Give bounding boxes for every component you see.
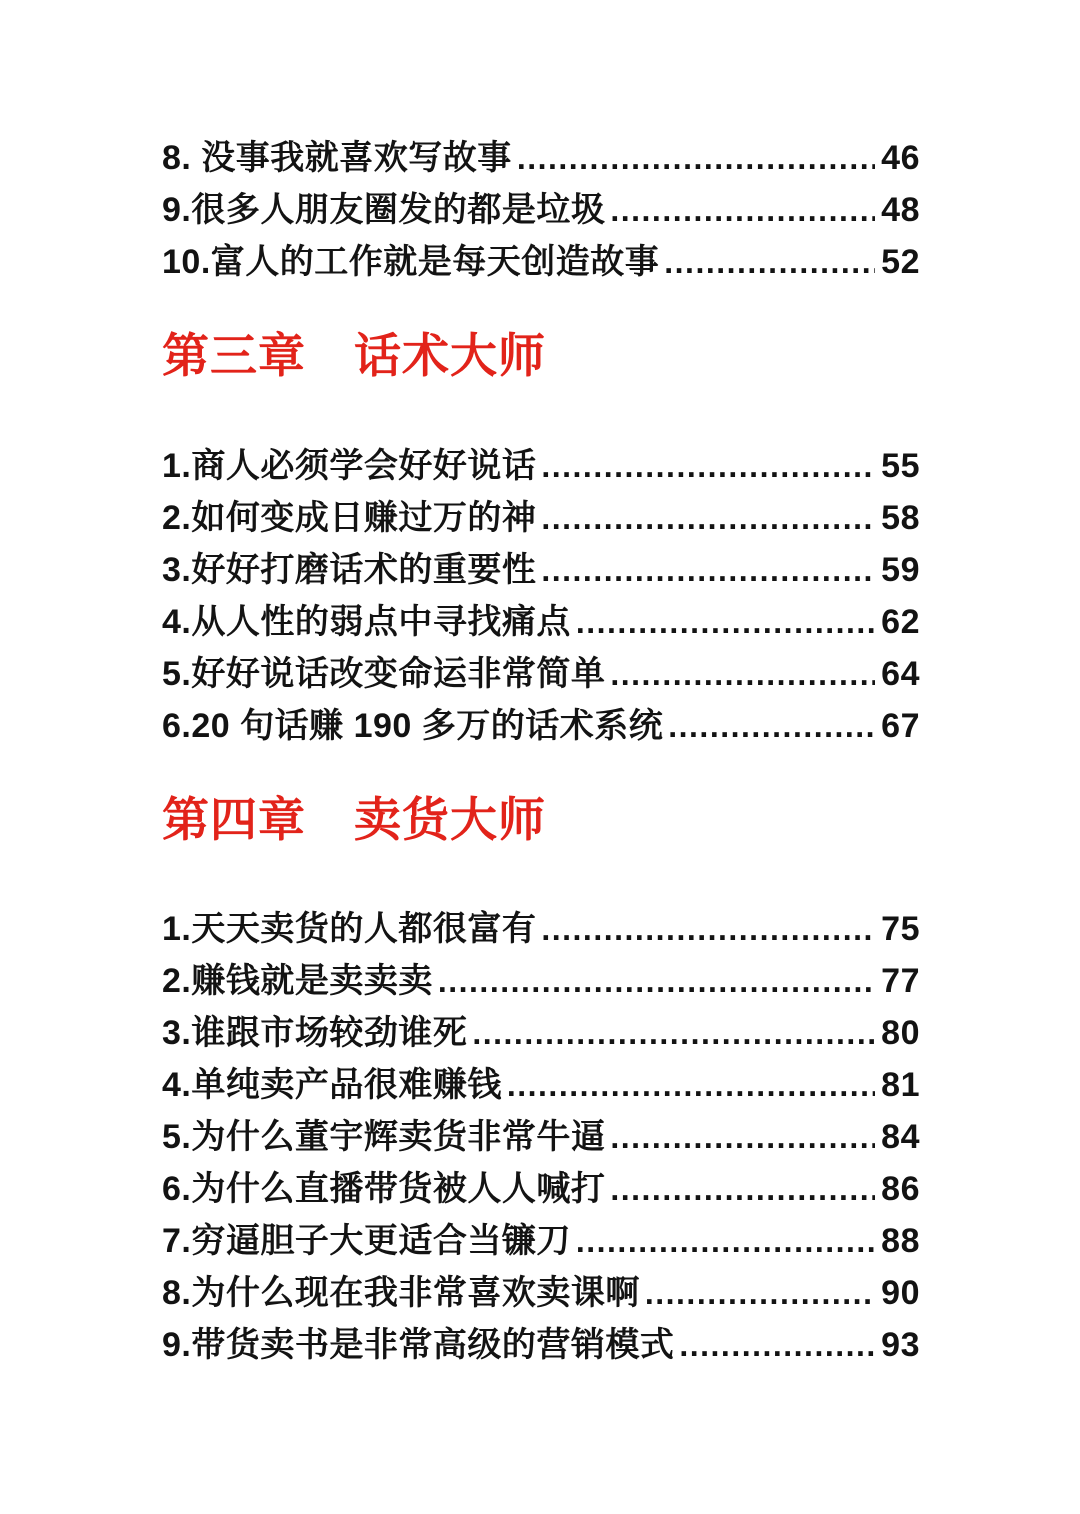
toc-entry-page: 86 bbox=[881, 1170, 920, 1209]
dot-leader bbox=[517, 139, 875, 178]
dot-leader bbox=[610, 1170, 875, 1209]
dot-leader bbox=[664, 243, 875, 282]
toc-entry bbox=[162, 1161, 920, 1213]
toc-entry bbox=[162, 490, 920, 542]
dot-leader bbox=[472, 1014, 875, 1053]
toc-entry-title: 2.赚钱就是卖卖卖 bbox=[162, 962, 433, 1001]
toc-entry-title: 1.天天卖货的人都很富有 bbox=[162, 910, 537, 949]
toc-entry bbox=[162, 901, 920, 953]
toc-entry-title: 6.为什么直播带货被人人喊打 bbox=[162, 1170, 606, 1209]
toc-entry bbox=[162, 594, 920, 646]
toc-entry-page: 67 bbox=[881, 706, 920, 745]
toc-entry bbox=[162, 953, 920, 1005]
toc-entry bbox=[162, 1109, 920, 1161]
dot-leader bbox=[507, 1066, 875, 1105]
toc-entry-page: 62 bbox=[881, 602, 920, 641]
dot-leader bbox=[610, 191, 875, 230]
toc-section-chapter-3 bbox=[162, 438, 920, 750]
toc-entry-page: 80 bbox=[881, 1014, 920, 1053]
toc-entry-title: 5.为什么董宇辉卖货非常牛逼 bbox=[162, 1118, 606, 1157]
toc-entry bbox=[162, 1005, 920, 1057]
toc-entry bbox=[162, 130, 920, 182]
toc-entry-title: 3.谁跟市场较劲谁死 bbox=[162, 1014, 468, 1053]
toc-entry bbox=[162, 646, 920, 698]
toc-entry-page: 46 bbox=[881, 139, 920, 177]
toc-entry bbox=[162, 1317, 920, 1369]
dot-leader bbox=[610, 655, 875, 694]
toc-entry-page: 58 bbox=[881, 498, 920, 537]
toc-entry bbox=[162, 1265, 920, 1317]
dot-leader bbox=[576, 1222, 875, 1261]
toc-entry bbox=[162, 1213, 920, 1265]
dot-leader bbox=[645, 1274, 875, 1313]
toc-entry-page: 81 bbox=[881, 1066, 920, 1105]
dot-leader bbox=[541, 499, 875, 538]
toc-entry bbox=[162, 234, 920, 286]
chapter-heading-3: 第三章 话术大师 bbox=[162, 329, 546, 382]
toc-entry-page: 93 bbox=[881, 1326, 920, 1365]
dot-leader bbox=[679, 1326, 875, 1365]
dot-leader bbox=[541, 551, 875, 590]
toc-entry-title: 3.好好打磨话术的重要性 bbox=[162, 550, 537, 589]
toc-entry-title: 8. 没事我就喜欢写故事 bbox=[162, 139, 512, 177]
toc-section-chapter-4 bbox=[162, 901, 920, 1369]
toc-section-prev-chapter-tail bbox=[162, 130, 920, 286]
toc-entry-page: 52 bbox=[881, 243, 920, 281]
toc-entry bbox=[162, 438, 920, 490]
toc-entry-page: 90 bbox=[881, 1274, 920, 1313]
toc-entry-title: 2.如何变成日赚过万的神 bbox=[162, 498, 537, 537]
toc-entry-title: 7.穷逼胆子大更适合当镰刀 bbox=[162, 1222, 571, 1261]
toc-entry-title: 1.商人必须学会好好说话 bbox=[162, 446, 537, 485]
toc-entry-page: 88 bbox=[881, 1222, 920, 1261]
toc-entry-page: 64 bbox=[881, 654, 920, 693]
toc-entry-title: 10.富人的工作就是每天创造故事 bbox=[162, 243, 660, 281]
dot-leader bbox=[541, 910, 875, 949]
chapter-heading-4: 第四章 卖货大师 bbox=[162, 792, 546, 846]
toc-entry-page: 59 bbox=[881, 550, 920, 589]
toc-entry bbox=[162, 182, 920, 234]
toc-entry bbox=[162, 1057, 920, 1109]
toc-entry-title: 6.20 句话赚 190 多万的话术系统 bbox=[162, 706, 664, 745]
toc-entry-title: 8.为什么现在我非常喜欢卖课啊 bbox=[162, 1274, 640, 1313]
toc-entry bbox=[162, 698, 920, 750]
toc-entry-page: 75 bbox=[881, 910, 920, 949]
dot-leader bbox=[438, 962, 875, 1001]
toc-entry-title: 5.好好说话改变命运非常简单 bbox=[162, 654, 606, 693]
dot-leader bbox=[668, 707, 875, 746]
toc-entry bbox=[162, 542, 920, 594]
toc-entry-title: 9.带货卖书是非常高级的营销模式 bbox=[162, 1326, 675, 1365]
toc-entry-page: 84 bbox=[881, 1118, 920, 1157]
toc-entry-page: 77 bbox=[881, 962, 920, 1001]
dot-leader bbox=[541, 447, 875, 486]
dot-leader bbox=[610, 1118, 875, 1157]
dot-leader bbox=[576, 603, 875, 642]
toc-entry-title: 9.很多人朋友圈发的都是垃圾 bbox=[162, 191, 606, 229]
toc-entry-title: 4.单纯卖产品很难赚钱 bbox=[162, 1066, 502, 1105]
toc-entry-title: 4.从人性的弱点中寻找痛点 bbox=[162, 602, 571, 641]
toc-entry-page: 48 bbox=[881, 191, 920, 229]
toc-entry-page: 55 bbox=[881, 446, 920, 485]
